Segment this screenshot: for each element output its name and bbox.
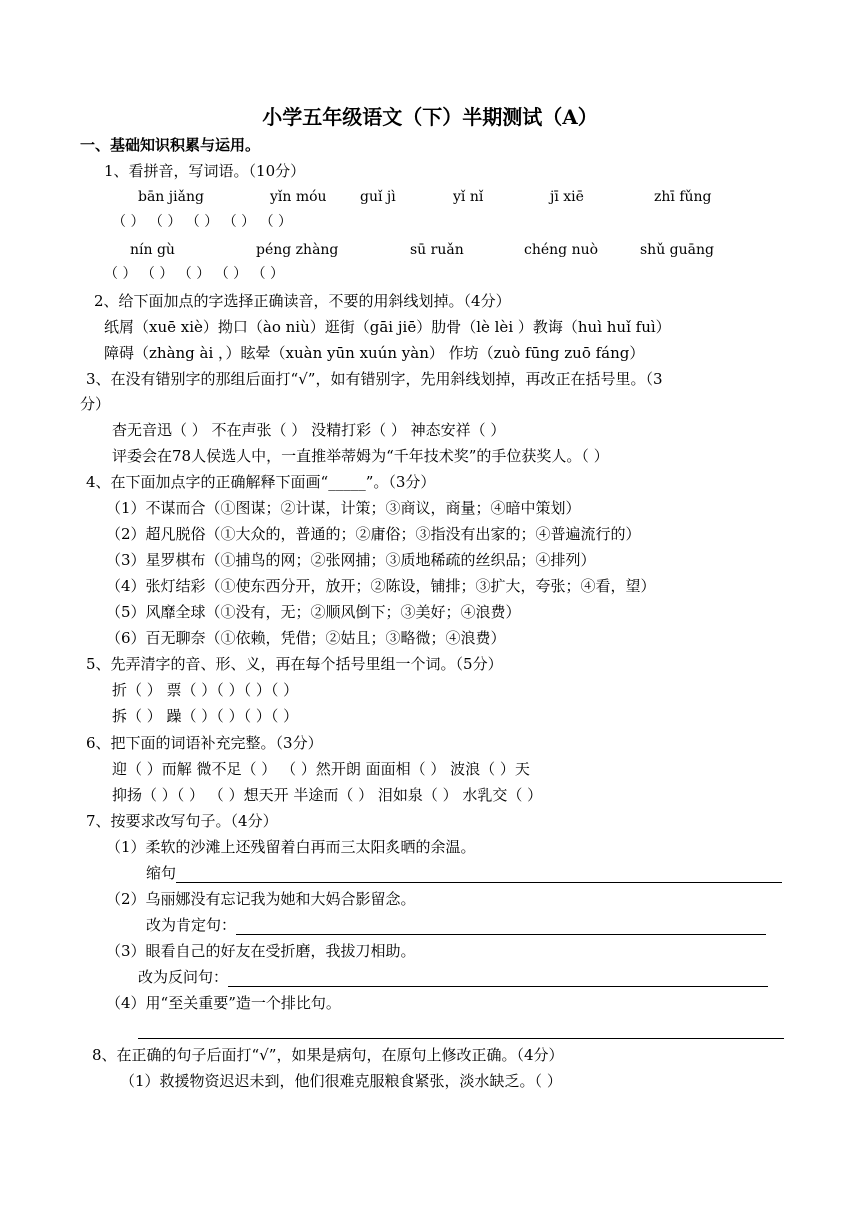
pinyin-item: chéng nuò: [524, 242, 599, 258]
question-3-line: 杳无音迅（ ） 不在声张（ ） 没精打彩（ ） 神态安祥（ ）: [112, 421, 506, 439]
answer-label: 改为肯定句：: [146, 916, 237, 934]
question-7-heading: 7、按要求改写句子。（4分）: [86, 812, 278, 830]
question-7-sentence: （4）用“至关重要”造一个排比句。: [106, 994, 341, 1012]
pinyin-item: sū ruǎn: [410, 242, 464, 258]
question-6-heading: 6、把下面的词语补充完整。（3分）: [86, 734, 323, 752]
pinyin-row-2: [0, 240, 860, 260]
question-6-line: 抑扬（ ）（ ） （ ）想天开 半途而（ ） 泪如泉（ ） 水乳交（ ）: [112, 786, 543, 804]
question-2-line: 纸屑（xuē xiè）拗口（ào niù）逛街（gāi jiē）肋骨（lè lèi ）教诲（huì huǐ fuì）: [104, 318, 671, 336]
question-6-line: 迎（ ）而解 微不足（ ） （ ）然开朗 面面相（ ） 波浪（ ）天: [112, 760, 530, 778]
pinyin-item: péng zhàng: [256, 242, 339, 258]
answer-boxes-row-2: （ ） （ ） （ ） （ ） （ ）: [104, 266, 285, 282]
question-4-heading: 4、在下面加点字的正确解释下面画“_____”。（3分）: [86, 473, 436, 491]
pinyin-row-1: [0, 187, 860, 207]
question-4-item: （3）星罗棋布（①捕鸟的网；②张网捕；③质地稀疏的丝织品；④排列）: [106, 551, 596, 569]
question-8-heading: 8、在正确的句子后面打“√”，如果是病句，在原句上修改正确。（4分）: [92, 1046, 564, 1064]
answer-line[interactable]: [236, 918, 766, 935]
question-7-answer-row: [146, 863, 782, 883]
question-5-heading: 5、先弄清字的音、形、义，再在每个括号里组一个词。（5分）: [86, 655, 503, 673]
answer-line[interactable]: [228, 970, 768, 987]
answer-line[interactable]: [176, 866, 782, 883]
pinyin-item: guǐ jì: [360, 189, 396, 205]
question-5-line: 折（ ） 票（ ）（ ）（ ）（ ）: [112, 681, 299, 699]
question-3-line: 评委会在78人侯选人中，一直推举蒂姆为“千年技术奖”的手位获奖人。（ ）: [112, 447, 609, 465]
question-4-item: （1）不谋而合（①图谋；②计谋，计策；③商议，商量；④暗中策划）: [106, 499, 581, 517]
pinyin-item: bān jiǎng: [138, 189, 204, 205]
answer-boxes-row-1: （ ） （ ） （ ） （ ） （ ）: [112, 214, 293, 230]
pinyin-item: yǐn móu: [270, 189, 327, 205]
pinyin-item: yǐ nǐ: [453, 189, 484, 205]
question-4-item: （5）风靡全球（①没有，无；②顺风倒下；③美好；④浪费）: [106, 603, 521, 621]
question-5-line: 拆（ ） 躁（ ）（ ）（ ）（ ）: [112, 707, 299, 725]
question-7-answer-row: [146, 915, 766, 935]
question-4-item: （6）百无聊奈（①依赖，凭借；②姑且；③略微；④浪费）: [106, 629, 506, 647]
question-7-answer-row: [138, 967, 768, 987]
section-heading: 一、基础知识积累与运用。: [80, 136, 261, 154]
answer-line[interactable]: [138, 1022, 784, 1039]
question-4-item: （2）超凡脱俗（①大众的，普通的；②庸俗；③指没有出家的；④普遍流行的）: [106, 525, 641, 543]
page-title: 小学五年级语文（下）半期测试（A）: [262, 105, 598, 129]
answer-label: 缩句: [146, 864, 177, 882]
question-7-sentence: （3）眼看自己的好友在受折磨，我拔刀相助。: [106, 942, 416, 960]
pinyin-item: shǔ guāng: [640, 242, 714, 258]
question-8-sentence: （1）救援物资迟迟未到，他们很难克服粮食紧张，淡水缺乏。（ ）: [120, 1072, 562, 1090]
question-4-item: （4）张灯结彩（①使东西分开，放开；②陈设，铺排；③扩大，夸张；④看，望）: [106, 577, 656, 595]
question-7-sentence: （2）乌丽娜没有忘记我为她和大妈合影留念。: [106, 890, 416, 908]
pinyin-item: zhī fǔng: [654, 189, 712, 205]
question-7-answer-row: [138, 1019, 784, 1039]
pinyin-item: nín gù: [130, 242, 175, 258]
question-7-sentence: （1）柔软的沙滩上还残留着白再而三太阳炙晒的余温。: [106, 838, 476, 856]
question-1-heading: 1、看拼音，写词语。（10分）: [104, 162, 306, 180]
question-2-heading: 2、给下面加点的字选择正确读音，不要的用斜线划掉。（4分）: [94, 292, 511, 310]
answer-label: 改为反问句：: [138, 968, 229, 986]
question-3-heading-cont: 分）: [80, 395, 111, 413]
question-3-heading: 3、在没有错别字的那组后面打“√”，如有错别字，先用斜线划掉，再改正在括号里。（3: [86, 370, 663, 388]
question-2-line: 障碍（zhàng ài ，）眩晕（xuàn yūn xuún yàn） 作坊（zuò fūng zuō fáng）: [104, 344, 645, 362]
pinyin-item: jī xiē: [550, 189, 584, 205]
